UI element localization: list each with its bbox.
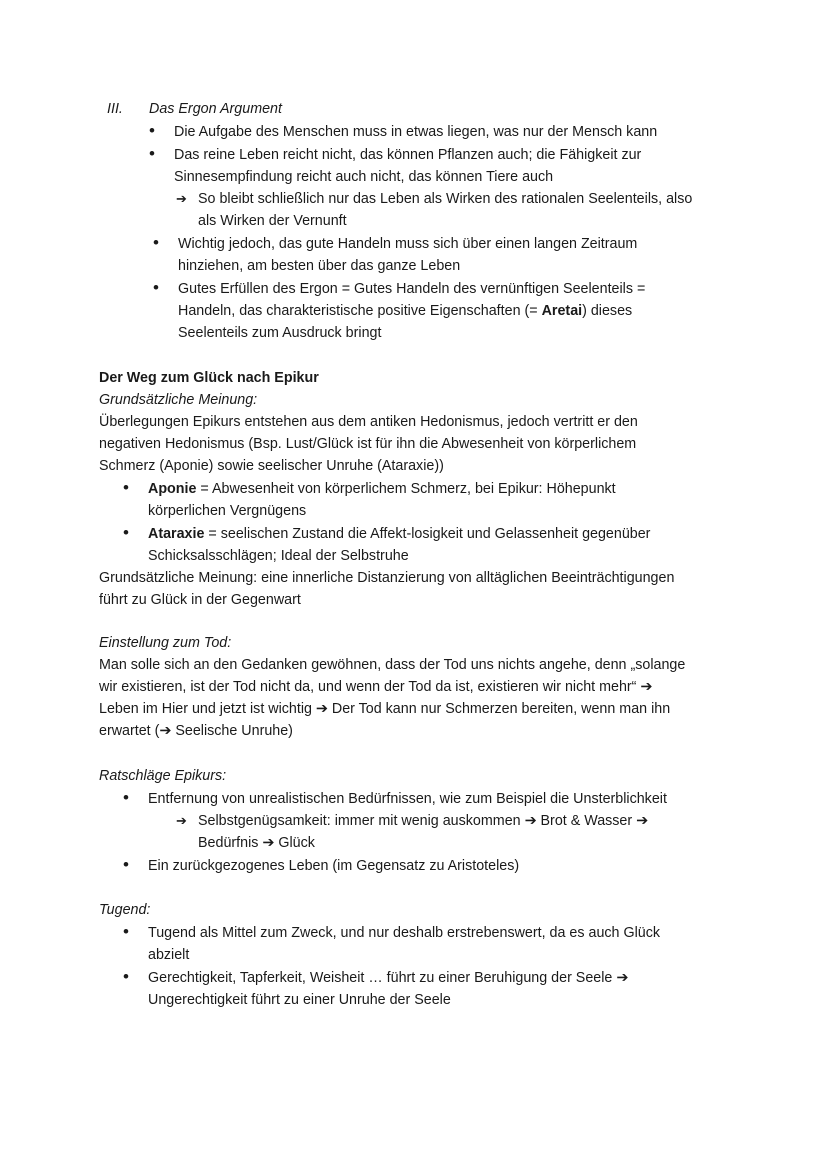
tugend-1-line-1: Tugend als Mittel zum Zweck, und nur deshalb erstrebenswert, da es auch Glück	[148, 925, 661, 941]
tugend-2-line-1: Gerechtigkeit, Tapferkeit, Weisheit … führt zu einer Beruhigung der Seele ➔	[148, 970, 629, 986]
ataraxie-line-2: Schicksalsschlägen; Ideal der Selbstruhe	[148, 548, 409, 564]
ergon-bullet-4-line-1: Gutes Erfüllen des Ergon = Gutes Handeln des vernünftigen Seelenteils =	[178, 281, 646, 297]
sub-heading-meinung: Grundsätzliche Meinung:	[99, 392, 258, 408]
aponie-line-2: körperlichen Vergnügens	[148, 503, 307, 519]
paragraph-line: negativen Hedonismus (Bsp. Lust/Glück ist für ihn die Abwesenheit von körperlichem	[99, 436, 637, 452]
bullet-icon: •	[123, 478, 129, 497]
ergon-sub-line-2: als Wirken der Vernunft	[198, 213, 347, 229]
bullet-icon: •	[153, 233, 159, 252]
ratschlag-2: Ein zurückgezogenes Leben (im Gegensatz zu Aristoteles)	[148, 858, 520, 874]
aretai-term: Aretai	[541, 303, 583, 319]
section-title: Das Ergon Argument	[149, 101, 282, 117]
arrow-icon: ➔	[176, 191, 187, 206]
bullet-icon: •	[123, 523, 129, 542]
ergon-bullet-1: Die Aufgabe des Menschen muss in etwas liegen, was nur der Mensch kann	[174, 124, 658, 140]
ergon-sub-line-1: So bleibt schließlich nur das Leben als Wirken des rationalen Seelenteils, also	[198, 191, 693, 207]
ergon-bullet-3-line-1: Wichtig jedoch, das gute Handeln muss sich über einen langen Zeitraum	[178, 236, 638, 252]
paragraph-line: Schmerz (Aponie) sowie seelischer Unruhe (Ataraxie))	[99, 458, 444, 474]
aponie-term: Aponie	[148, 481, 197, 497]
paragraph-line: Man solle sich an den Gedanken gewöhnen, dass der Tod uns nichts angehe, denn „solange	[99, 657, 686, 673]
bullet-icon: •	[123, 967, 129, 986]
ergon-bullet-4-line-2: Handeln, das charakteristische positive Eigenschaften (= Aretai) dieses	[178, 303, 633, 319]
paragraph-line: wir existieren, ist der Tod nicht da, und wenn der Tod da ist, existieren wir nicht mehr“ ➔	[99, 679, 653, 695]
bullet-icon: •	[123, 922, 129, 941]
bullet-icon: •	[149, 144, 155, 163]
bullet-icon: •	[149, 121, 155, 140]
arrow-icon: ➔	[176, 813, 187, 828]
ergon-bullet-2-line-1: Das reine Leben reicht nicht, das können Pflanzen auch; die Fähigkeit zur	[174, 147, 642, 163]
tugend-2-line-2: Ungerechtigkeit führt zu einer Unruhe der Seele	[148, 992, 451, 1008]
epikur-heading: Der Weg zum Glück nach Epikur	[99, 370, 319, 386]
bullet-icon: •	[153, 278, 159, 297]
ratschlag-1-sub-line-2: Bedürfnis ➔ Glück	[198, 835, 315, 851]
paragraph-line: erwartet (➔ Seelische Unruhe)	[99, 723, 293, 739]
sub-heading-tod: Einstellung zum Tod:	[99, 635, 232, 651]
paragraph-line: führt zu Glück in der Gegenwart	[99, 592, 301, 608]
tugend-1-line-2: abzielt	[148, 947, 190, 963]
ataraxie-term: Ataraxie	[148, 526, 205, 542]
ergon-bullet-3-line-2: hinziehen, am besten über das ganze Leben	[178, 258, 461, 274]
sub-heading-ratschlaege: Ratschläge Epikurs:	[99, 768, 227, 784]
paragraph-line: Überlegungen Epikurs entstehen aus dem antiken Hedonismus, jedoch vertritt er den	[99, 414, 638, 430]
bullet-icon: •	[123, 788, 129, 807]
ataraxie-line-1: Ataraxie = seelischen Zustand die Affekt-losigkeit und Gelassenheit gegenüber	[148, 526, 651, 542]
ergon-bullet-2-line-2: Sinnesempfindung reicht auch nicht, das können Tiere auch	[174, 169, 554, 185]
ergon-bullet-4-line-3: Seelenteils zum Ausdruck bringt	[178, 325, 382, 341]
ratschlag-1: Entfernung von unrealistischen Bedürfnissen, wie zum Beispiel die Unsterblichkeit	[148, 791, 667, 807]
bullet-icon: •	[123, 855, 129, 874]
ratschlag-1-sub-line-1: Selbstgenügsamkeit: immer mit wenig auskommen ➔ Brot & Wasser ➔	[198, 813, 649, 829]
paragraph-line: Grundsätzliche Meinung: eine innerliche Distanzierung von alltäglichen Beeinträchtigungen	[99, 570, 675, 586]
paragraph-line: Leben im Hier und jetzt ist wichtig ➔ Der Tod kann nur Schmerzen bereiten, wenn man ihn	[99, 701, 671, 717]
section-numeral: III.	[107, 101, 123, 117]
aponie-line-1: Aponie = Abwesenheit von körperlichem Schmerz, bei Epikur: Höhepunkt	[148, 481, 616, 497]
sub-heading-tugend: Tugend:	[99, 902, 151, 918]
